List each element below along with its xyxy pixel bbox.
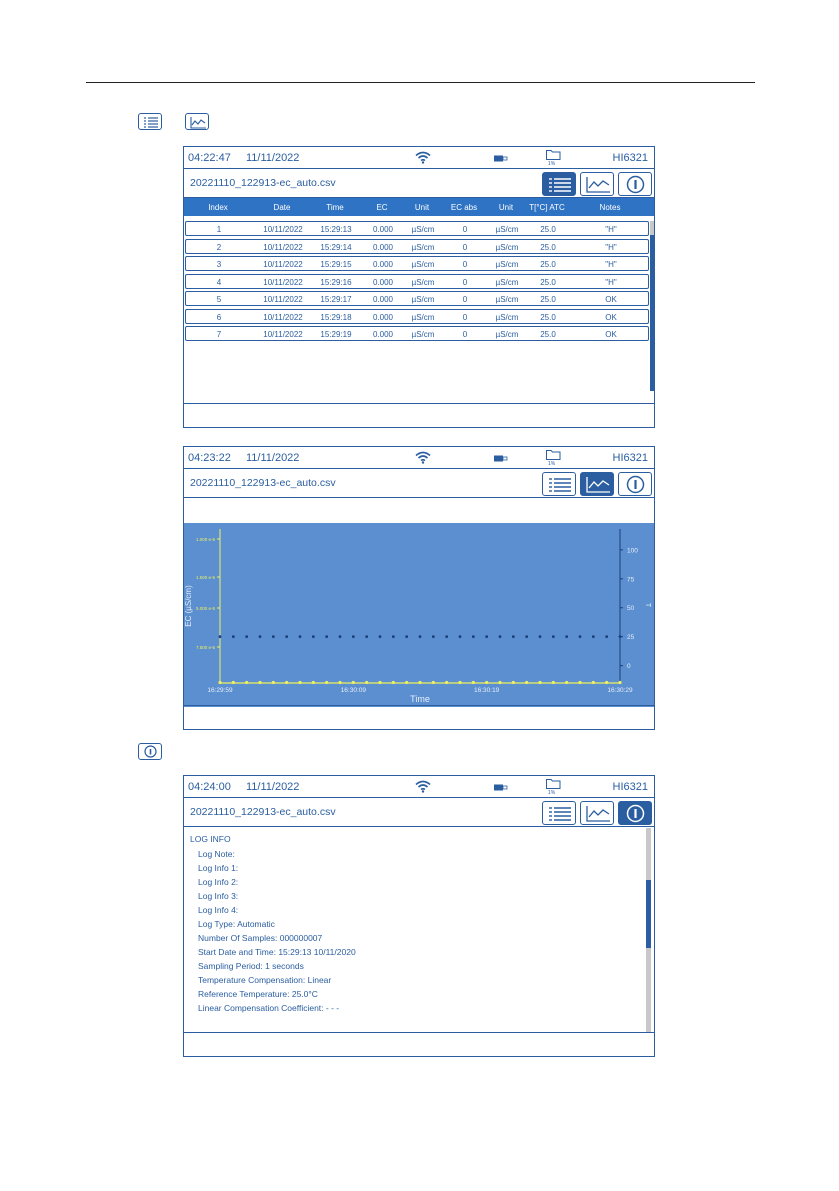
ec-data-point: [512, 681, 515, 684]
table-cell: µS/cm: [411, 312, 435, 322]
table-cell: µS/cm: [495, 295, 519, 304]
chart-background: [184, 523, 655, 707]
list-view-button[interactable]: [542, 472, 576, 496]
y2-tick-label: 100: [627, 547, 638, 555]
table-row[interactable]: [185, 256, 649, 271]
list-view-button[interactable]: [542, 172, 576, 196]
table-cell: 0: [462, 260, 468, 269]
temperature-data-point: [312, 635, 315, 638]
clock-date: 11/11/2022: [246, 781, 300, 793]
temperature-data-point: [405, 635, 408, 638]
usb-icon: [494, 155, 508, 162]
status-bar: [184, 447, 654, 469]
temperature-data-point: [432, 635, 435, 638]
folder-icon: [546, 778, 561, 789]
temperature-data-point: [245, 635, 248, 638]
table-row[interactable]: [185, 291, 649, 306]
info-item: Reference Temperature: 25.0°C: [198, 989, 318, 999]
table-cell: 25.0: [540, 260, 556, 269]
page-top-rule: [86, 82, 755, 83]
list-view-icon: [138, 113, 162, 130]
temperature-data-point: [539, 635, 542, 638]
file-name: 20221110_122913-ec_auto.csv: [190, 806, 336, 818]
temperature-data-point: [605, 635, 608, 638]
status-bar: [184, 776, 654, 798]
ec-data-point: [285, 681, 288, 684]
ec-data-point: [552, 681, 555, 684]
table-cell: 7: [216, 330, 222, 339]
log-graph-screen: [183, 446, 655, 730]
table-cell: 10/11/2022: [263, 312, 303, 322]
table-cell: OK: [605, 330, 617, 339]
ec-data-point: [272, 681, 275, 684]
ec-data-point: [338, 681, 341, 684]
y2-tick-label: 75: [627, 576, 635, 584]
info-title: LOG INFO: [190, 834, 231, 844]
temperature-data-point: [619, 635, 622, 638]
table-scrollbar-thumb[interactable]: [650, 235, 655, 391]
table-cell: 10/11/2022: [263, 260, 303, 269]
ec-data-point: [352, 681, 355, 684]
table-cell: OK: [605, 312, 617, 322]
table-cell: µS/cm: [411, 277, 435, 287]
ec-data-point: [392, 681, 395, 684]
col-header: Unit: [414, 203, 430, 212]
table-cell: 10/11/2022: [263, 330, 303, 339]
table-cell: 4: [216, 277, 222, 287]
table-cell: 15:29:17: [320, 295, 352, 304]
folder-icon: [546, 449, 561, 460]
table-cell: 0: [462, 225, 468, 234]
file-bar: [184, 169, 654, 198]
temperature-data-point: [219, 635, 222, 638]
temperature-data-point: [459, 635, 462, 638]
list-view-button[interactable]: [542, 801, 576, 825]
table-cell: 0: [462, 242, 468, 252]
temperature-data-point: [592, 635, 595, 638]
screen-footer: [184, 403, 654, 427]
model-name: HI6321: [612, 152, 648, 164]
table-row[interactable]: [185, 309, 649, 324]
table-cell: 0.000: [372, 260, 394, 269]
ec-data-point: [418, 681, 421, 684]
table-cell: 0.000: [372, 242, 394, 252]
info-button[interactable]: [618, 472, 652, 496]
info-item: Temperature Compensation: Linear: [198, 975, 332, 985]
y2-tick-label: 50: [627, 605, 635, 613]
temperature-data-point: [472, 635, 475, 638]
info-item: Log Note:: [198, 849, 235, 859]
ec-data-point: [525, 681, 528, 684]
ec-data-point: [432, 681, 435, 684]
table-cell: 25.0: [540, 277, 556, 287]
table-cell: 5: [216, 295, 222, 304]
table-cell: 10/11/2022: [263, 295, 303, 304]
col-header: T[°C] ATC: [529, 203, 565, 212]
ec-data-point: [245, 681, 248, 684]
table-cell: 0.000: [372, 277, 394, 287]
ec-data-point: [618, 681, 621, 684]
screen-footer: [184, 1032, 654, 1056]
log-info-screen: [183, 775, 655, 1057]
col-header: Date: [273, 203, 291, 212]
table-cell: 0.000: [372, 312, 394, 322]
table-cell: µS/cm: [495, 225, 519, 234]
table-cell: 0: [462, 295, 468, 304]
table-cell: µS/cm: [495, 277, 519, 287]
y-tick-label: 7.500 e-5: [195, 645, 215, 650]
x-axis-label: Time: [410, 694, 430, 704]
info-item: Start Date and Time: 15:29:13 10/11/2020: [198, 947, 356, 957]
wifi-icon: [415, 451, 431, 464]
table-header: [184, 198, 654, 216]
table-row[interactable]: [185, 274, 649, 289]
ec-temperature-chart: [184, 523, 655, 707]
ec-data-point: [312, 681, 315, 684]
x-tick-label: 16:29:59: [207, 687, 233, 694]
ec-data-point: [325, 681, 328, 684]
table-cell: "H": [605, 242, 617, 252]
y-tick-label: 5.000 e-5: [195, 606, 215, 611]
temperature-data-point: [339, 635, 342, 638]
temperature-data-point: [392, 635, 395, 638]
info-button[interactable]: [618, 801, 652, 825]
temperature-data-point: [485, 635, 488, 638]
temperature-data-point: [352, 635, 355, 638]
table-cell: 0: [462, 312, 468, 322]
table-cell: µS/cm: [411, 260, 435, 269]
y-axis-label: EC (µS/cm): [184, 585, 193, 627]
log-table-screen: [183, 146, 655, 428]
info-item: Log Info 1:: [198, 863, 239, 873]
info-item: Log Info 2:: [198, 877, 239, 887]
table-cell: µS/cm: [411, 330, 435, 339]
ec-data-point: [378, 681, 381, 684]
table-row[interactable]: [185, 221, 649, 236]
graph-view-icon: [185, 113, 209, 130]
info-item: Log Info 4:: [198, 905, 239, 915]
clock-date: 11/11/2022: [246, 152, 300, 164]
ec-data-point: [485, 681, 488, 684]
temperature-data-point: [512, 635, 515, 638]
table-cell: 10/11/2022: [263, 225, 303, 234]
col-header: Time: [326, 203, 344, 212]
table-cell: 25.0: [540, 330, 556, 339]
y-tick-label: 1.000 e-5: [195, 537, 215, 542]
table-cell: OK: [605, 295, 617, 304]
table-cell: 10/11/2022: [263, 242, 303, 252]
table-cell: 0: [462, 330, 468, 339]
ec-data-point: [458, 681, 461, 684]
info-view-icon: [138, 743, 162, 760]
table-cell: 15:29:13: [320, 225, 352, 234]
wifi-icon: [415, 151, 431, 164]
model-name: HI6321: [612, 781, 648, 793]
temperature-data-point: [419, 635, 422, 638]
table-cell: µS/cm: [495, 242, 519, 252]
info-item: Linear Compensation Coefficient: - - -: [198, 1003, 340, 1013]
info-item: Log Info 3:: [198, 891, 239, 901]
temperature-data-point: [272, 635, 275, 638]
table-cell: 25.0: [540, 225, 556, 234]
y2-tick-label: 25: [627, 634, 635, 642]
col-header: EC: [376, 203, 388, 212]
temperature-data-point: [499, 635, 502, 638]
temperature-data-point: [259, 635, 262, 638]
clock-time: 04:22:47: [188, 152, 231, 164]
ec-data-point: [298, 681, 301, 684]
ec-data-point: [565, 681, 568, 684]
ec-data-point: [405, 681, 408, 684]
file-bar: [184, 469, 654, 498]
file-bar: [184, 798, 654, 827]
table-cell: 0.000: [372, 225, 394, 234]
info-item: Number Of Samples: 000000007: [198, 933, 323, 943]
table-cell: 15:29:14: [320, 242, 352, 252]
temperature-data-point: [552, 635, 555, 638]
memory-usage: 1%: [548, 790, 556, 796]
ec-data-point: [258, 681, 261, 684]
table-cell: 2: [216, 242, 222, 252]
x-tick-label: 16:30:19: [474, 687, 500, 694]
temperature-data-point: [565, 635, 568, 638]
temperature-data-point: [232, 635, 235, 638]
temperature-data-point: [579, 635, 582, 638]
ec-data-point: [232, 681, 235, 684]
temperature-data-point: [445, 635, 448, 638]
col-header: Unit: [498, 203, 514, 212]
ec-data-point: [498, 681, 501, 684]
temperature-data-point: [525, 635, 528, 638]
table-cell: µS/cm: [495, 260, 519, 269]
table-cell: 15:29:16: [320, 277, 352, 287]
table-cell: 25.0: [540, 312, 556, 322]
y2-axis-label: T: [644, 602, 651, 608]
info-item: Log Type: Automatic: [198, 919, 275, 929]
memory-usage: 1%: [548, 161, 556, 167]
temperature-data-point: [379, 635, 382, 638]
table-cell: µS/cm: [495, 330, 519, 339]
folder-icon: [546, 149, 561, 160]
ec-data-point: [472, 681, 475, 684]
table-cell: 25.0: [540, 295, 556, 304]
clock-date: 11/11/2022: [246, 452, 300, 464]
table-cell: 0: [462, 277, 468, 287]
table-row[interactable]: [185, 239, 649, 254]
ec-data-point: [538, 681, 541, 684]
table-cell: "H": [605, 277, 617, 287]
clock-time: 04:24:00: [188, 781, 231, 793]
info-scrollbar-thumb[interactable]: [646, 880, 651, 948]
table-cell: 15:29:19: [320, 330, 352, 339]
table-cell: 6: [216, 312, 222, 322]
ec-data-point: [578, 681, 581, 684]
table-cell: 3: [216, 260, 222, 269]
usb-icon: [494, 455, 508, 462]
x-tick-label: 16:30:29: [607, 687, 633, 694]
y2-tick-label: 0: [627, 663, 631, 671]
y-tick-label: 1.500 e-5: [195, 575, 215, 580]
table-cell: µS/cm: [411, 295, 435, 304]
info-item: Sampling Period: 1 seconds: [198, 961, 304, 971]
temperature-data-point: [365, 635, 368, 638]
ec-data-point: [365, 681, 368, 684]
usb-icon: [494, 784, 508, 791]
info-button[interactable]: [618, 172, 652, 196]
table-row[interactable]: [185, 326, 649, 341]
col-header: Notes: [599, 203, 621, 212]
table-cell: µS/cm: [495, 312, 519, 322]
temperature-data-point: [285, 635, 288, 638]
file-name: 20221110_122913-ec_auto.csv: [190, 177, 336, 189]
graph-view-button[interactable]: [580, 801, 614, 825]
temperature-data-point: [325, 635, 328, 638]
table-cell: 15:29:18: [320, 312, 352, 322]
wifi-icon: [415, 780, 431, 793]
ec-data-point: [445, 681, 448, 684]
table-cell: 0.000: [372, 330, 394, 339]
table-cell: "H": [605, 260, 617, 269]
clock-time: 04:23:22: [188, 452, 231, 464]
graph-view-button[interactable]: [580, 172, 614, 196]
col-header: Index: [208, 203, 228, 212]
table-cell: µS/cm: [411, 242, 435, 252]
status-bar: [184, 147, 654, 169]
table-cell: "H": [605, 225, 617, 234]
file-name: 20221110_122913-ec_auto.csv: [190, 477, 336, 489]
table-cell: 1: [216, 225, 222, 234]
table-cell: 0.000: [372, 295, 394, 304]
memory-usage: 1%: [548, 461, 556, 467]
table-cell: 15:29:15: [320, 260, 352, 269]
temperature-data-point: [299, 635, 302, 638]
table-cell: µS/cm: [411, 225, 435, 234]
ec-data-point: [218, 681, 221, 684]
table-cell: 25.0: [540, 242, 556, 252]
x-tick-label: 16:30:09: [340, 687, 366, 694]
col-header: EC abs: [450, 203, 478, 212]
ec-data-point: [592, 681, 595, 684]
graph-view-button[interactable]: [580, 472, 614, 496]
model-name: HI6321: [612, 452, 648, 464]
ec-data-point: [605, 681, 608, 684]
screen-footer: [184, 705, 654, 729]
table-cell: 10/11/2022: [263, 277, 303, 287]
